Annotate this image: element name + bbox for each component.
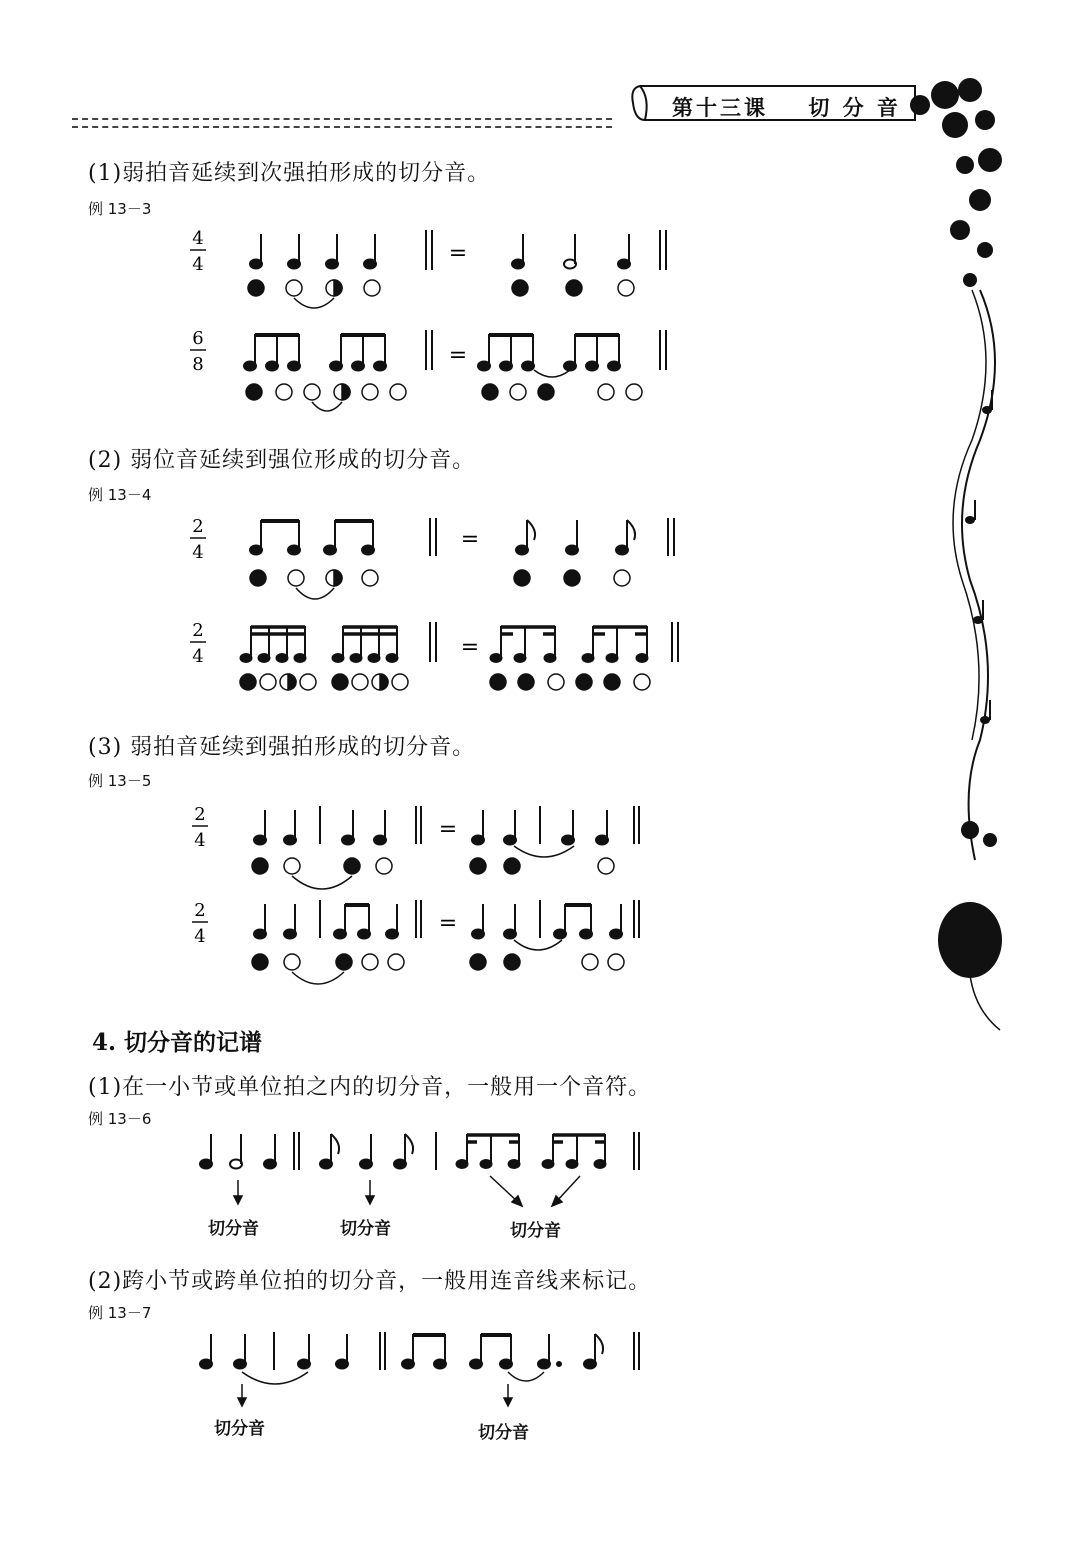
header-dashed-rule-2: [72, 126, 612, 128]
header-dashed-rule: [72, 118, 612, 120]
example-13-5-notation: [180, 796, 660, 996]
equals-4: =: [460, 635, 480, 660]
time-sig-3-bottom: 4: [192, 542, 204, 563]
section-4b-title: (2)跨小节或跨单位拍的切分音，一般用连音线来标记。: [88, 1269, 652, 1294]
example-13-4-label: 例 13－4: [88, 486, 152, 504]
example-13-6-label: 例 13－6: [88, 1110, 152, 1128]
section-4-heading: 4. 切分音的记谱: [92, 1029, 263, 1056]
sync-label-2: 切分音: [340, 1219, 391, 1239]
sync-label-5: 切分音: [478, 1423, 529, 1443]
floral-border-decoration: [860, 60, 1030, 1040]
sync-label-1: 切分音: [208, 1219, 259, 1239]
example-13-3-notation: [180, 220, 700, 420]
example-13-7-notation: [190, 1326, 650, 1416]
time-sig-2-top: 6: [192, 328, 204, 349]
quarter-notes-row-1: [250, 234, 376, 269]
sync-label-4: 切分音: [214, 1419, 265, 1439]
time-sig-6-top: 2: [194, 900, 206, 921]
example-13-4-notation: [180, 508, 700, 708]
equals-2: =: [448, 343, 468, 368]
section-2-title: (2) 弱位音延续到强位形成的切分音。: [88, 448, 476, 473]
time-sig-3-top: 2: [192, 516, 204, 537]
time-sig-5-bottom: 4: [194, 830, 206, 851]
sync-label-3: 切分音: [510, 1221, 561, 1241]
time-sig-1-top: 4: [192, 228, 204, 249]
example-13-7-label: 例 13－7: [88, 1304, 152, 1322]
section-3-title: (3) 弱拍音延续到强拍形成的切分音。: [88, 735, 476, 760]
time-sig-1-bottom: 4: [192, 254, 204, 275]
time-sig-4-top: 2: [192, 620, 204, 641]
example-13-5-label: 例 13－5: [88, 772, 152, 790]
time-sig-5-top: 2: [194, 804, 206, 825]
time-sig-4-bottom: 4: [192, 646, 204, 667]
header-topic: 切 分 音: [808, 95, 901, 120]
time-sig-2-bottom: 8: [192, 354, 204, 375]
time-sig-6-bottom: 4: [194, 926, 206, 947]
example-13-6-notation: [190, 1128, 650, 1248]
header-lesson: 第十三课: [672, 95, 768, 120]
section-1-title: (1)弱拍音延续到次强拍形成的切分音。: [88, 161, 491, 186]
equals-3: =: [460, 527, 480, 552]
equals-1: =: [448, 241, 468, 266]
equals-6: =: [438, 911, 458, 936]
equals-5: =: [438, 817, 458, 842]
example-13-3-label: 例 13－3: [88, 200, 152, 218]
section-4a-title: (1)在一小节或单位拍之内的切分音，一般用一个音符。: [88, 1075, 652, 1100]
